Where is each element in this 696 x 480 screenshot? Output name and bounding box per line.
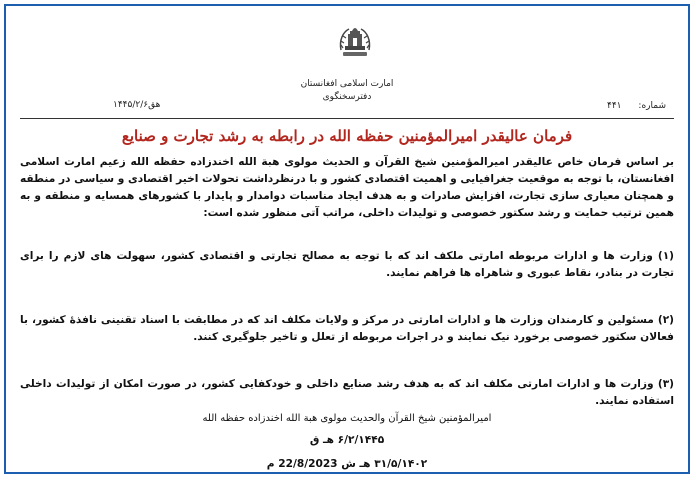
document-frame	[4, 4, 690, 474]
office-name: دفترسخنگوی	[322, 92, 372, 102]
signature-name: امیرالمؤمنین شیخ القرآن والحدیث مولوی هبة الله اخندزاده حفظه الله	[202, 413, 492, 424]
article-3: (۳) وزارت ها و ادارات امارتی مکلف اند که به هدف رشد صنایع داخلی و خودکفایی کشور، در صورت امکان از تولیدات داخلی استفاده نمایند.	[20, 378, 674, 407]
header-org	[6, 78, 688, 104]
number-label: شماره:	[638, 101, 666, 111]
signature-date-lunar: ۶/۲/۱۴۴۵ هـ ق	[309, 434, 385, 446]
header-date: ۱۴۴۵/۲/۶هق	[113, 100, 161, 110]
reference-number	[607, 101, 666, 111]
emirate-emblem-icon	[333, 20, 377, 64]
number-value: ۴۴۱	[607, 101, 622, 111]
org-name: امارت اسلامی افغانستان	[300, 79, 394, 89]
intro-paragraph: بر اساس فرمان خاص عالیقدر امیرالمؤمنین شیخ القرآن و الحدیث مولوی هبة الله اخندزاده حفظه الله زعیم امارت اسلامی افغانستان، با توجه به موقعیت جغرافیایی و اهمیت اقتصادی کشور و با درنظرداشت تحولات اخیر اقتصادی و سیاسی در منطقه و همچنان معیاری سازی تجارت، افزایش صادرات و به هدف ایجاد مناسبات دوامدار و پایدار با کشورهای همسایه و منطقه و به همین ترتیب حمایت و رشد سکتور خصوصی و تولیدات داخلی، مراتب آتی منظور شده است:	[20, 156, 674, 219]
header-divider	[20, 118, 674, 119]
article-2: (۲) مسئولین و کارمندان وزارت ها و ادارات امارتی در مرکز و ولایات مکلف اند که در مطابقت با اسناد تقنینی نافذۀ کشور، با فعالان سکتور خصوصی برخورد نیک نمایند و در اجرات مربوطه از تعلل و تاخیر جلوگیری کنند.	[20, 314, 674, 343]
signature-date-combined: ۳۱/۵/۱۴۰۲ هـ ش 22/8/2023 م	[266, 458, 428, 470]
article-1: (۱) وزارت ها و ادارات مربوطه امارتی ملکف اند که با توجه به مصالح تجارتی و اقتصادی کشور، سهولت های لازم را برای تجارت در بنادر، نقاط عبوری و شاهراه ها فراهم نمایند.	[20, 250, 674, 279]
decree-title: فرمان عالیقدر امیرالمؤمنین حفظه الله در رابطه به رشد تجارت و صنایع	[121, 127, 573, 145]
